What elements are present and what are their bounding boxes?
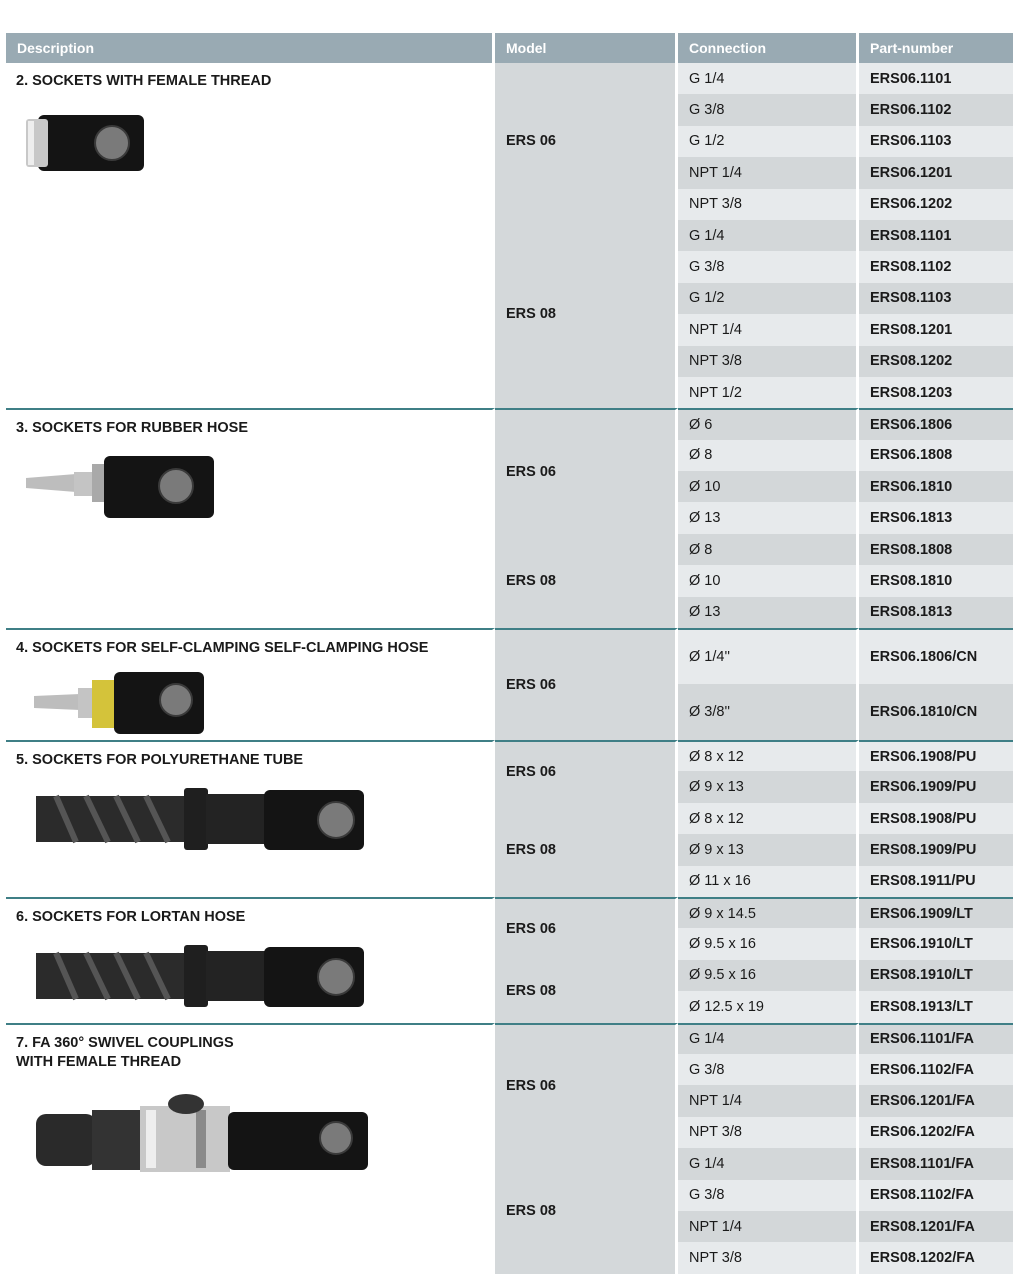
table-row [6,897,1013,928]
connection-cell: G 3/8 [678,1054,859,1085]
catalog-table [6,33,1013,1274]
part-number-cell: ERS08.1202/FA [859,1242,1013,1273]
section-title: 5. SOCKETS FOR POLYURETHANE TUBE [16,752,304,769]
part-number-cell: ERS06.1909/LT [859,897,1013,928]
connection-cell: NPT 1/4 [678,157,859,188]
connection-cell: G 1/2 [678,283,859,314]
part-number-cell: ERS08.1913/LT [859,991,1013,1022]
part-number-cell: ERS08.1103 [859,283,1013,314]
section-title: 2. SOCKETS WITH FEMALE THREAD [16,73,272,89]
connection-cell: Ø 12.5 x 19 [678,991,859,1022]
table-row [6,408,1013,439]
model-cell: ERS 06 [495,628,678,740]
part-number-cell: ERS08.1101 [859,220,1013,251]
section-title: 7. FA 360° SWIVEL COUPLINGS WITH FEMALE THREAD [16,1034,234,1070]
table-row [6,628,1013,684]
connection-cell: G 3/8 [678,251,859,282]
connection-cell: Ø 9 x 13 [678,771,859,802]
section-description [6,63,495,408]
section-title: 4. SOCKETS FOR SELF-CLAMPING SELF-CLAMPING HOSE [16,640,429,657]
part-number-cell: ERS08.1810 [859,565,1013,596]
section-title: 3. SOCKETS FOR RUBBER HOSE [16,420,249,437]
polyurethane-socket-image [16,784,492,858]
part-number-cell: ERS08.1201/FA [859,1211,1013,1242]
part-number-cell: ERS06.1101 [859,63,1013,94]
model-cell: ERS 08 [495,1148,678,1274]
header-connection: Connection [678,33,859,63]
connection-cell: NPT 3/8 [678,346,859,377]
part-number-cell: ERS08.1102 [859,251,1013,282]
part-number-cell: ERS08.1202 [859,346,1013,377]
connection-cell: Ø 9 x 14.5 [678,897,859,928]
header-row [6,33,1013,63]
connection-cell: G 1/4 [678,220,859,251]
section-description [6,740,495,897]
part-number-cell: ERS06.1202 [859,189,1013,220]
part-number-cell: ERS08.1813 [859,597,1013,628]
connection-cell: Ø 11 x 16 [678,866,859,897]
connection-cell: NPT 3/8 [678,189,859,220]
connection-cell: G 1/4 [678,1148,859,1179]
connection-cell: Ø 9 x 13 [678,834,859,865]
connection-cell: Ø 3/8'' [678,684,859,740]
part-number-cell: ERS06.1810 [859,471,1013,502]
model-cell: ERS 06 [495,897,678,960]
part-number-cell: ERS08.1911/PU [859,866,1013,897]
catalog-body [6,63,1013,1274]
section-description [6,897,495,1023]
connection-cell: NPT 1/4 [678,1085,859,1116]
rubber-hose-socket-image [16,452,492,526]
part-number-cell: ERS06.1201 [859,157,1013,188]
table-row [6,740,1013,771]
connection-cell: NPT 1/4 [678,1211,859,1242]
header-description: Description [6,33,495,63]
connection-cell: G 3/8 [678,1180,859,1211]
model-cell: ERS 06 [495,1023,678,1149]
part-number-cell: ERS06.1908/PU [859,740,1013,771]
connection-cell: Ø 6 [678,408,859,439]
connection-cell: G 3/8 [678,94,859,125]
table-row [6,1023,1013,1054]
part-number-cell: ERS08.1910/LT [859,960,1013,991]
part-number-cell: ERS06.1201/FA [859,1085,1013,1116]
header-part-number: Part-number [859,33,1013,63]
connection-cell: G 1/4 [678,63,859,94]
part-number-cell: ERS06.1102 [859,94,1013,125]
part-number-cell: ERS06.1810/CN [859,684,1013,740]
model-cell: ERS 08 [495,220,678,408]
part-number-cell: ERS06.1102/FA [859,1054,1013,1085]
part-number-cell: ERS06.1101/FA [859,1023,1013,1054]
connection-cell: Ø 13 [678,502,859,533]
header-model: Model [495,33,678,63]
model-cell: ERS 06 [495,740,678,803]
part-number-cell: ERS08.1102/FA [859,1180,1013,1211]
female-thread-socket-image [16,105,492,179]
section-description [6,1023,495,1274]
part-number-cell: ERS08.1201 [859,314,1013,345]
connection-cell: G 1/4 [678,1023,859,1054]
connection-cell: G 1/2 [678,126,859,157]
section-description [6,408,495,628]
swivel-coupling-image [16,1086,492,1190]
connection-cell: Ø 8 [678,440,859,471]
part-number-cell: ERS06.1909/PU [859,771,1013,802]
connection-cell: Ø 9.5 x 16 [678,928,859,959]
self-clamping-socket-image [16,672,492,740]
connection-cell: NPT 1/2 [678,377,859,408]
part-number-cell: ERS08.1909/PU [859,834,1013,865]
part-number-cell: ERS08.1808 [859,534,1013,565]
lortan-socket-image [16,941,492,1015]
part-number-cell: ERS08.1203 [859,377,1013,408]
connection-cell: Ø 8 x 12 [678,803,859,834]
section-description [6,628,495,740]
connection-cell: Ø 8 x 12 [678,740,859,771]
part-number-cell: ERS06.1813 [859,502,1013,533]
table-row [6,63,1013,94]
part-number-cell: ERS06.1806 [859,408,1013,439]
connection-cell: Ø 9.5 x 16 [678,960,859,991]
model-cell: ERS 08 [495,960,678,1023]
part-number-cell: ERS06.1910/LT [859,928,1013,959]
connection-cell: Ø 8 [678,534,859,565]
connection-cell: NPT 3/8 [678,1242,859,1273]
connection-cell: Ø 10 [678,471,859,502]
section-title: 6. SOCKETS FOR LORTAN HOSE [16,908,246,925]
part-number-cell: ERS06.1808 [859,440,1013,471]
connection-cell: NPT 3/8 [678,1117,859,1148]
connection-cell: Ø 1/4'' [678,628,859,684]
model-cell: ERS 08 [495,803,678,897]
connection-cell: NPT 1/4 [678,314,859,345]
model-cell: ERS 08 [495,534,678,628]
part-number-cell: ERS06.1103 [859,126,1013,157]
connection-cell: Ø 13 [678,597,859,628]
part-number-cell: ERS08.1908/PU [859,803,1013,834]
part-number-cell: ERS06.1806/CN [859,628,1013,684]
model-cell: ERS 06 [495,63,678,220]
connection-cell: Ø 10 [678,565,859,596]
model-cell: ERS 06 [495,408,678,534]
part-number-cell: ERS08.1101/FA [859,1148,1013,1179]
part-number-cell: ERS06.1202/FA [859,1117,1013,1148]
